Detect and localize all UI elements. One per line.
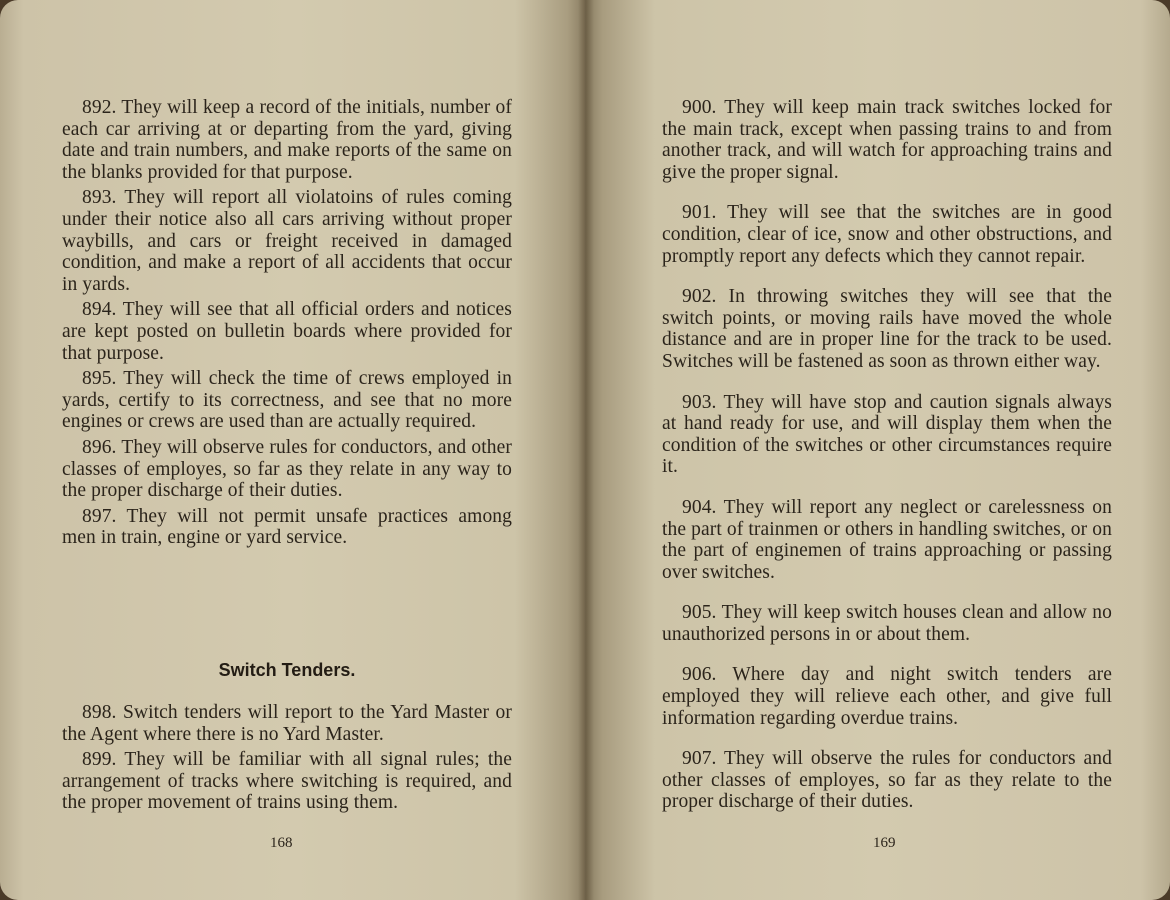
right-page-text bbox=[662, 97, 1112, 813]
rule-902: 902. In throwing switches they will see that the switch points, or moving rails have moved the whole distance and are in proper line for the track to be used. Switches will be fastened as soon as thrown either way. bbox=[662, 286, 1112, 372]
left-page-text-top bbox=[62, 97, 512, 549]
rule-896: 896. They will observe rules for conductors, and other classes of employes, so far as they relate in any way to the proper discharge of their duties. bbox=[62, 436, 512, 502]
rule-901: 901. They will see that the switches are in good condition, clear of ice, snow and other obstructions, and promptly report any defects which they cannot repair. bbox=[662, 202, 1112, 267]
rule-907: 907. They will observe the rules for conductors and other classes of employes, so far as they relate to the proper discharge of their duties. bbox=[662, 748, 1112, 813]
rule-897: 897. They will not permit unsafe practices among men in train, engine or yard service. bbox=[62, 505, 512, 549]
rule-900: 900. They will keep main track switches locked for the main track, except when passing trains to and from another track, and will watch for approaching trains and give the proper signal. bbox=[662, 97, 1112, 183]
right-page bbox=[585, 0, 1170, 900]
left-page-text-bottom bbox=[62, 702, 512, 814]
rule-903: 903. They will have stop and caution signals always at hand ready for use, and will display them when the condition of the switches or other circumstances require it. bbox=[662, 391, 1112, 478]
rule-906: 906. Where day and night switch tenders are employed they will relieve each other, and give full information regarding overdue trains. bbox=[662, 664, 1112, 729]
section-heading: Switch Tenders. bbox=[218, 660, 356, 680]
rule-898: 898. Switch tenders will report to the Yard Master or the Agent where there is no Yard Master. bbox=[62, 702, 512, 745]
rule-905: 905. They will keep switch houses clean and allow no unauthorized persons in or about them. bbox=[662, 602, 1112, 645]
right-page-number: 169 bbox=[873, 835, 896, 851]
rule-895: 895. They will check the time of crews employed in yards, certify to its correctness, and see that no more engines or crews are used than are actually required. bbox=[62, 368, 512, 433]
rule-894: 894. They will see that all official orders and notices are kept posted on bulletin boards where provided for that purpose. bbox=[62, 299, 512, 364]
rule-893: 893. They will report all violatoins of rules coming under their notice also all cars arriving without proper waybills, and cars or freight received in damaged condition, and make a report of all accidents that occur in yards. bbox=[62, 187, 512, 295]
left-page-number: 168 bbox=[270, 835, 293, 851]
rule-899: 899. They will be familiar with all signal rules; the arrangement of tracks where switching is required, and the proper movement of trains using them. bbox=[62, 749, 512, 814]
rule-904: 904. They will report any neglect or carelessness on the part of trainmen or others in handling switches, or on the part of enginemen of trains approaching or passing over switches. bbox=[662, 496, 1112, 583]
rule-892: 892. They will keep a record of the initials, number of each car arriving at or departing from the yard, giving date and train numbers, and make reports of the same on the blanks provided for that purpose. bbox=[62, 97, 512, 183]
